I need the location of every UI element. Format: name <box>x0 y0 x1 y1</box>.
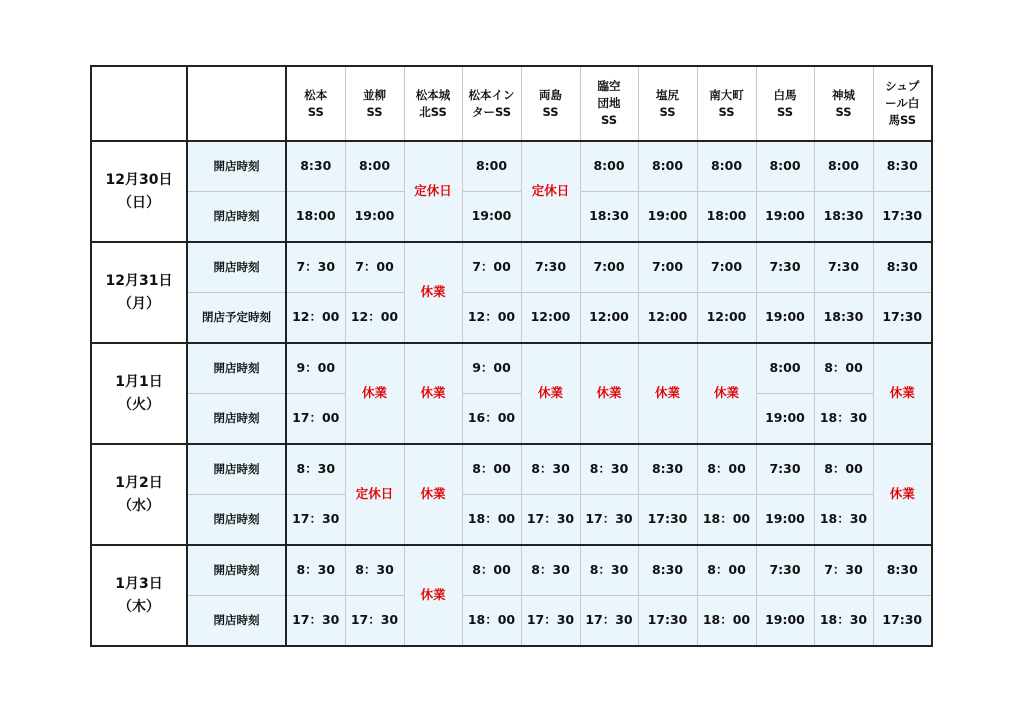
station-name-line: SS <box>600 112 618 127</box>
open-time-row <box>91 242 932 293</box>
open-time-label: 開店時刻 <box>187 545 286 596</box>
station-header <box>462 66 521 141</box>
close-time-cell: 17：30 <box>345 596 404 647</box>
date-cell <box>91 242 187 343</box>
close-time-cell: 17:30 <box>873 293 932 344</box>
close-time-cell: 17:30 <box>873 192 932 243</box>
close-time-cell: 19:00 <box>462 192 521 243</box>
closed-status: 休業 <box>580 343 638 444</box>
date-text: （火） <box>118 396 160 413</box>
station-name-line: SS <box>835 104 852 119</box>
open-time-row <box>91 545 932 596</box>
open-time-cell: 8：00 <box>462 545 521 596</box>
station-header <box>638 66 697 141</box>
close-time-cell: 19:00 <box>756 495 814 546</box>
close-time-cell: 17:30 <box>873 596 932 647</box>
close-time-cell: 18:00 <box>697 192 756 243</box>
close-time-label: 閉店時刻 <box>187 495 286 546</box>
close-time-cell: 19:00 <box>345 192 404 243</box>
station-header <box>404 66 462 141</box>
open-time-cell: 8：30 <box>345 545 404 596</box>
station-name-line: SS <box>307 104 324 119</box>
close-time-cell: 18：00 <box>462 596 521 647</box>
close-time-label: 閉店時刻 <box>187 596 286 647</box>
open-time-cell: 7:30 <box>756 545 814 596</box>
open-time-cell: 7：00 <box>462 242 521 293</box>
close-time-cell: 12:00 <box>638 293 697 344</box>
open-time-cell: 8：30 <box>286 444 345 495</box>
close-time-cell: 17：00 <box>286 394 345 445</box>
date-cell <box>91 343 187 444</box>
open-time-cell: 8:30 <box>873 545 932 596</box>
header-row <box>91 66 932 141</box>
corner-cell-empty <box>91 66 187 141</box>
closed-status: 休業 <box>404 343 462 444</box>
open-time-cell: 8：00 <box>462 444 521 495</box>
open-time-cell: 8:00 <box>462 141 521 192</box>
open-time-cell: 8：30 <box>521 545 580 596</box>
open-time-cell: 8:30 <box>873 141 932 192</box>
date-text: （月） <box>118 295 160 312</box>
station-name-line: SS <box>542 104 559 119</box>
station-name-line: 両島 <box>539 87 562 102</box>
close-time-cell: 18：00 <box>697 495 756 546</box>
station-name-line: 神城 <box>832 87 855 102</box>
closed-status: 休業 <box>638 343 697 444</box>
open-time-cell: 8:30 <box>873 242 932 293</box>
station-name-line: 臨空 <box>597 79 621 94</box>
close-time-cell: 17：30 <box>580 495 638 546</box>
date-text: 1月2日 <box>115 475 163 492</box>
close-time-cell: 19:00 <box>756 596 814 647</box>
close-time-label: 閉店時刻 <box>187 192 286 243</box>
close-time-cell: 12：00 <box>286 293 345 344</box>
station-name-line: SS <box>776 104 794 119</box>
close-time-cell: 17：30 <box>286 596 345 647</box>
close-time-cell: 17：30 <box>521 495 580 546</box>
open-time-cell: 7:30 <box>756 444 814 495</box>
close-time-row <box>91 192 932 243</box>
date-text: （日） <box>118 194 160 211</box>
open-time-cell: 8:00 <box>580 141 638 192</box>
close-time-cell: 18:30 <box>814 293 873 344</box>
station-header <box>286 66 345 141</box>
close-time-cell: 16：00 <box>462 394 521 445</box>
station-name-line: ール白 <box>885 96 920 111</box>
close-time-cell: 17：30 <box>286 495 345 546</box>
open-time-cell: 8：30 <box>286 545 345 596</box>
open-time-label: 開店時刻 <box>187 242 286 293</box>
open-time-cell: 8:30 <box>638 444 697 495</box>
open-time-cell: 8：00 <box>814 343 873 394</box>
station-header <box>580 66 638 141</box>
open-time-cell: 8：30 <box>580 545 638 596</box>
station-header <box>345 66 404 141</box>
date-text: （木） <box>118 598 160 615</box>
open-time-row <box>91 343 932 394</box>
open-time-cell: 8:00 <box>638 141 697 192</box>
open-time-cell: 7：30 <box>286 242 345 293</box>
open-time-cell: 8:00 <box>697 141 756 192</box>
date-cell <box>91 545 187 646</box>
date-text: 12月31日 <box>105 273 173 290</box>
station-name-line: 馬SS <box>888 112 917 127</box>
open-time-cell: 8：00 <box>697 545 756 596</box>
open-time-cell: 7:00 <box>580 242 638 293</box>
closed-status: 定休日 <box>521 141 580 242</box>
open-time-label: 開店時刻 <box>187 444 286 495</box>
station-name-line: 南大町 <box>709 87 744 102</box>
open-time-row <box>91 444 932 495</box>
close-time-cell: 18：00 <box>462 495 521 546</box>
open-time-cell: 7:30 <box>756 242 814 293</box>
open-time-cell: 8：00 <box>814 444 873 495</box>
close-time-cell: 18:00 <box>286 192 345 243</box>
date-cell <box>91 444 187 545</box>
closed-status: 休業 <box>873 444 932 545</box>
open-time-cell: 7：00 <box>345 242 404 293</box>
closed-status: 定休日 <box>345 444 404 545</box>
open-time-cell: 9：00 <box>462 343 521 394</box>
date-text: 12月30日 <box>105 172 173 189</box>
open-time-cell: 7:00 <box>638 242 697 293</box>
closed-status: 休業 <box>404 545 462 646</box>
station-name-line: SS <box>718 104 735 119</box>
close-time-cell: 17:30 <box>638 495 697 546</box>
closed-status: 休業 <box>521 343 580 444</box>
station-name-line: シュプ <box>885 79 920 94</box>
close-time-row <box>91 293 932 344</box>
close-time-label: 閉店予定時刻 <box>187 293 286 344</box>
station-header <box>814 66 873 141</box>
station-header <box>873 66 932 141</box>
open-time-cell: 8:30 <box>286 141 345 192</box>
close-time-cell: 17：30 <box>580 596 638 647</box>
station-header <box>521 66 580 141</box>
station-name-line: 北SS <box>419 104 447 119</box>
close-time-cell: 12：00 <box>462 293 521 344</box>
station-name-line: ターSS <box>471 104 512 119</box>
open-time-cell: 9：00 <box>286 343 345 394</box>
open-time-cell: 7:00 <box>697 242 756 293</box>
station-name-line: SS <box>366 104 383 119</box>
close-time-cell: 19:00 <box>756 394 814 445</box>
station-header <box>756 66 814 141</box>
station-name-line: 並柳 <box>363 87 386 102</box>
holiday-hours-table <box>90 65 933 647</box>
open-time-cell: 8:00 <box>756 343 814 394</box>
close-time-cell: 19:00 <box>638 192 697 243</box>
close-time-cell: 19:00 <box>756 192 814 243</box>
station-name-line: 白馬 <box>773 87 797 102</box>
date-text: 1月3日 <box>115 576 163 593</box>
close-time-cell: 18：30 <box>814 495 873 546</box>
open-time-cell: 8：30 <box>580 444 638 495</box>
open-time-cell: 7:30 <box>814 242 873 293</box>
date-cell <box>91 141 187 242</box>
close-time-cell: 18:30 <box>814 192 873 243</box>
close-time-cell: 18：30 <box>814 394 873 445</box>
station-header <box>697 66 756 141</box>
closed-status: 休業 <box>404 242 462 343</box>
date-text: （水） <box>118 497 160 514</box>
station-name-line: 松本城 <box>415 87 451 102</box>
station-name-line: SS <box>659 104 676 119</box>
station-name-line: 塩尻 <box>656 87 679 102</box>
close-time-row <box>91 596 932 647</box>
open-time-label: 開店時刻 <box>187 141 286 192</box>
label-header-empty <box>187 66 286 141</box>
close-time-row <box>91 394 932 445</box>
close-time-cell: 18：00 <box>697 596 756 647</box>
open-time-cell: 8：30 <box>521 444 580 495</box>
closed-status: 休業 <box>697 343 756 444</box>
close-time-cell: 18：30 <box>814 596 873 647</box>
close-time-cell: 12:00 <box>697 293 756 344</box>
close-time-cell: 12:00 <box>580 293 638 344</box>
close-time-row <box>91 495 932 546</box>
close-time-label: 閉店時刻 <box>187 394 286 445</box>
station-name-line: 団地 <box>597 96 621 111</box>
station-name-line: 松本イン <box>468 87 515 102</box>
closed-status: 休業 <box>873 343 932 444</box>
open-time-cell: 8:00 <box>345 141 404 192</box>
station-name-line: 松本 <box>304 87 328 102</box>
open-time-cell: 8:30 <box>638 545 697 596</box>
open-time-cell: 8：00 <box>697 444 756 495</box>
open-time-cell: 7:30 <box>521 242 580 293</box>
close-time-cell: 17:30 <box>638 596 697 647</box>
close-time-cell: 19:00 <box>756 293 814 344</box>
open-time-row <box>91 141 932 192</box>
open-time-cell: 8:00 <box>814 141 873 192</box>
open-time-cell: 7：30 <box>814 545 873 596</box>
open-time-label: 開店時刻 <box>187 343 286 394</box>
open-time-cell: 8:00 <box>756 141 814 192</box>
close-time-cell: 12：00 <box>345 293 404 344</box>
close-time-cell: 17：30 <box>521 596 580 647</box>
closed-status: 休業 <box>404 444 462 545</box>
close-time-cell: 12:00 <box>521 293 580 344</box>
date-text: 1月1日 <box>115 374 163 391</box>
closed-status: 休業 <box>345 343 404 444</box>
close-time-cell: 18:30 <box>580 192 638 243</box>
closed-status: 定休日 <box>404 141 462 242</box>
